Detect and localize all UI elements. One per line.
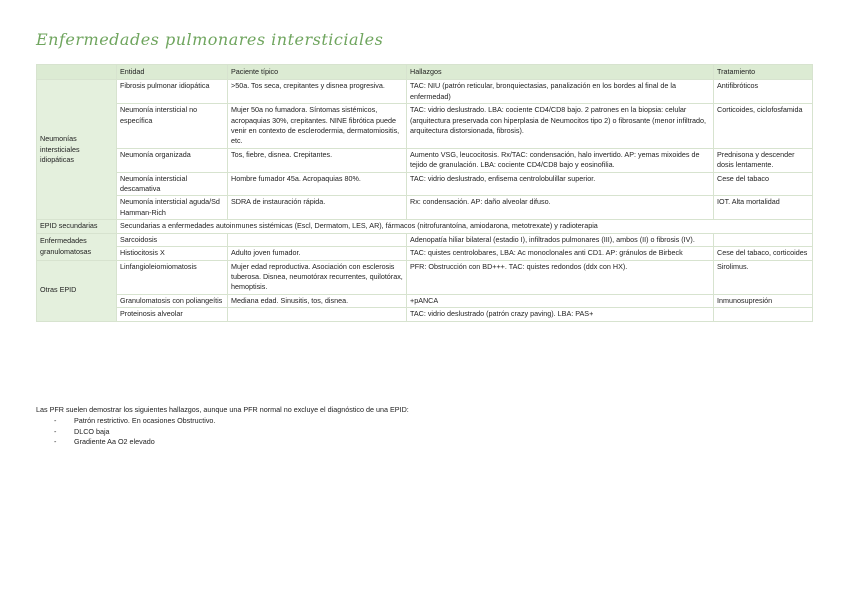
patient-cell: >50a. Tos seca, crepitantes y disnea progresiva. <box>228 80 407 104</box>
findings-cell: Rx: condensación. AP: daño alveolar difuso. <box>407 196 714 220</box>
entity-cell: Neumonía organizada <box>117 148 228 172</box>
list-item <box>36 427 796 438</box>
page-title: Enfermedades pulmonares intersticiales <box>36 30 384 49</box>
table-row <box>37 148 813 172</box>
table-row <box>37 220 813 233</box>
header-cell-findings: Hallazgos <box>407 65 714 80</box>
table-row <box>37 196 813 220</box>
treatment-cell: Sirolimus. <box>714 260 813 294</box>
entity-cell: Neumonía intersticial no específica <box>117 104 228 149</box>
list-item-text: Patrón restrictivo. En ocasiones Obstructivo. <box>74 415 216 425</box>
patient-cell: Mediana edad. Sinusitis, tos, disnea. <box>228 294 407 307</box>
patient-cell: Mujer 50a no fumadora. Síntomas sistémicos, acropaquias 30%, crepitantes. NINE fibrótica puede venir en contexto de esclerodermia, dermatomiositis, etc. <box>228 104 407 149</box>
findings-cell: Aumento VSG, leucocitosis. Rx/TAC: condensación, halo invertido. AP: yemas mixoides de tejido de granulación. LBA: cociente CD4/CD8 bajo y eosinofilia. <box>407 148 714 172</box>
findings-cell: Adenopatía hiliar bilateral (estadio I), infiltrados pulmonares (III), ambos (II) o fibrosis (IV). <box>407 233 714 246</box>
findings-cell: TAC: vidrio deslustrado. LBA: cociente CD4/CD8 bajo. 2 patrones en la biopsia: celular (arquitectura preservada con hiperplasia de Neumocitos tipo 2) o fibrosante (menor infiltrado, arquitectura distorsionada, fibrosis). <box>407 104 714 149</box>
notes-intro: Las PFR suelen demostrar los siguientes hallazgos, aunque una PFR normal no excluye el diagnóstico de una EPID: <box>36 405 409 414</box>
treatment-cell <box>714 233 813 246</box>
entity-cell: Neumonía intersticial descamativa <box>117 172 228 196</box>
findings-cell: PFR: Obstrucción con BD+++. TAC: quistes redondos (ddx con HX). <box>407 260 714 294</box>
group-label-epid-secundarias: EPID secundarias <box>37 220 117 233</box>
entity-cell: Proteinosis alveolar <box>117 308 228 321</box>
list-dash: - <box>54 426 57 436</box>
table-row <box>37 247 813 260</box>
findings-cell: TAC: vidrio deslustrado, enfisema centrolobulillar superior. <box>407 172 714 196</box>
table-header-row <box>37 65 813 80</box>
table-row <box>37 294 813 307</box>
patient-cell: Hombre fumador 45a. Acropaquias 80%. <box>228 172 407 196</box>
entity-cell: Histiocitosis X <box>117 247 228 260</box>
entity-cell: Neumonía intersticial aguda/Sd Hamman-Rich <box>117 196 228 220</box>
entity-cell: Fibrosis pulmonar idiopática <box>117 80 228 104</box>
entity-cell: Sarcoidosis <box>117 233 228 246</box>
treatment-cell: Antifibróticos <box>714 80 813 104</box>
findings-cell: TAC: NIU (patrón reticular, bronquiectasias, panalización en los bordes al final de la enfermedad) <box>407 80 714 104</box>
treatment-cell: Prednisona y descender dosis lentamente. <box>714 148 813 172</box>
findings-cell: TAC: quistes centrolobares, LBA: Ac monoclonales anti CD1. AP: gránulos de Birbeck <box>407 247 714 260</box>
treatment-cell: IOT. Alta mortalidad <box>714 196 813 220</box>
patient-cell: Mujer edad reproductiva. Asociación con esclerosis tuberosa. Disnea, neumotórax recurrentes, quilotórax, hemoptisis. <box>228 260 407 294</box>
header-cell-treatment: Tratamiento <box>714 65 813 80</box>
group-label-otras: Otras EPID <box>37 260 117 321</box>
group-label-neumonias: Neumonías intersticiales idiopáticas <box>37 80 117 220</box>
treatment-cell: Inmunosupresión <box>714 294 813 307</box>
list-item <box>36 437 796 448</box>
notes-section <box>36 405 796 448</box>
list-dash: - <box>54 415 57 425</box>
treatment-cell: Cese del tabaco, corticoides <box>714 247 813 260</box>
notes-list <box>36 416 796 448</box>
list-dash: - <box>54 437 57 447</box>
treatment-cell: Cese del tabaco <box>714 172 813 196</box>
table-row <box>37 104 813 149</box>
patient-cell: SDRA de instauración rápida. <box>228 196 407 220</box>
list-item <box>36 416 796 427</box>
entity-cell: Linfangioleiomiomatosis <box>117 260 228 294</box>
table-row <box>37 172 813 196</box>
findings-cell: TAC: vidrio deslustrado (patrón crazy paving). LBA: PAS+ <box>407 308 714 321</box>
header-cell-category <box>37 65 117 80</box>
patient-cell: Adulto joven fumador. <box>228 247 407 260</box>
list-item-text: DLCO baja <box>74 426 110 436</box>
table-row <box>37 308 813 321</box>
patient-cell <box>228 308 407 321</box>
header-cell-entity: Entidad <box>117 65 228 80</box>
header-cell-patient: Paciente típico <box>228 65 407 80</box>
table-row <box>37 233 813 246</box>
findings-cell: +pANCA <box>407 294 714 307</box>
patient-cell: Tos, fiebre, disnea. Crepitantes. <box>228 148 407 172</box>
table-row <box>37 80 813 104</box>
patient-cell <box>228 233 407 246</box>
group-label-granulomatosas: Enfermedades granulomatosas <box>37 233 117 260</box>
epid-secundarias-cell: Secundarias a enfermedades autoinmunes sistémicas (Escl, Dermatom, LES, AR), fármacos (nitrofurantoína, amiodarona, metotrexate) y radioterapia <box>117 220 813 233</box>
epid-table <box>36 64 813 322</box>
list-item-text: Gradiente Aa O2 elevado <box>74 437 155 447</box>
entity-cell: Granulomatosis con poliangeítis <box>117 294 228 307</box>
treatment-cell: Corticoides, ciclofosfamida <box>714 104 813 149</box>
table-row <box>37 260 813 294</box>
treatment-cell <box>714 308 813 321</box>
